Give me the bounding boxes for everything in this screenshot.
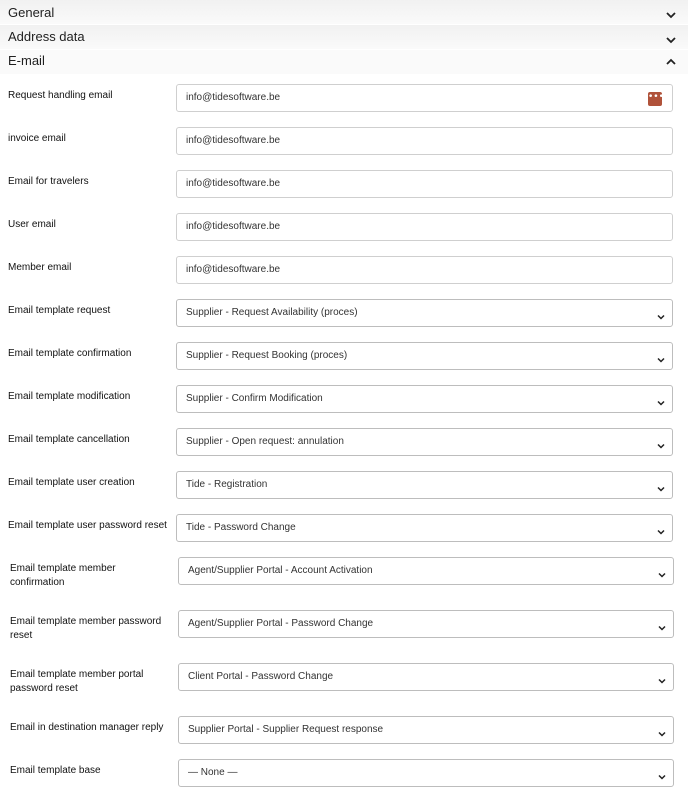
email-template-cancellation-value: Supplier - Open request: annulation — [186, 436, 344, 447]
email-template-user-password-reset-value: Tide - Password Change — [186, 522, 296, 533]
email-template-user-creation-value: Tide - Registration — [186, 479, 268, 490]
member-email-input[interactable] — [176, 256, 673, 284]
user-email-input[interactable] — [176, 213, 673, 241]
chevron-down-icon — [657, 726, 667, 736]
invoice-email-value: info@tidesoftware.be — [186, 135, 281, 146]
email-template-member-confirmation-label: Email template member confirmation — [10, 563, 116, 588]
chevron-down-icon — [656, 481, 666, 491]
email-template-modification-label: Email template modification — [8, 391, 131, 402]
email-for-travelers-input[interactable] — [176, 170, 673, 198]
chevron-down-icon[interactable] — [664, 8, 678, 22]
chevron-up-icon[interactable] — [664, 55, 678, 69]
email-template-modification-select[interactable] — [176, 385, 673, 413]
email-template-user-creation-label: Email template user creation — [8, 477, 135, 488]
email-for-travelers-label: Email for travelers — [8, 176, 89, 187]
email-template-modification-value: Supplier - Confirm Modification — [186, 393, 323, 404]
email-template-confirmation-label: Email template confirmation — [8, 348, 132, 359]
email-destination-manager-reply-label: Email in destination manager reply — [10, 722, 164, 733]
member-email-value: info@tidesoftware.be — [186, 264, 281, 275]
email-template-cancellation-label: Email template cancellation — [8, 434, 130, 445]
section-email-title: E-mail — [8, 53, 45, 68]
email-template-cancellation-select[interactable] — [176, 428, 673, 456]
user-email-value: info@tidesoftware.be — [186, 221, 281, 232]
section-address-title: Address data — [8, 29, 85, 44]
email-template-request-select[interactable] — [176, 299, 673, 327]
request-handling-email-label: Request handling email — [8, 90, 113, 101]
member-email-label: Member email — [8, 262, 72, 273]
chevron-down-icon — [656, 309, 666, 319]
chevron-down-icon — [657, 620, 667, 630]
password-manager-icon[interactable]: ••• — [648, 92, 662, 106]
invoice-email-input[interactable] — [176, 127, 673, 155]
email-destination-manager-reply-select[interactable] — [178, 716, 674, 744]
email-template-member-confirmation-select[interactable] — [178, 557, 674, 585]
email-template-member-portal-password-reset-label: Email template member portal password reset — [10, 669, 144, 694]
email-template-member-portal-password-reset-select[interactable] — [178, 663, 674, 691]
invoice-email-label: invoice email — [8, 133, 66, 144]
email-template-base-label: Email template base — [10, 765, 101, 776]
user-email-label: User email — [8, 219, 56, 230]
email-template-request-label: Email template request — [8, 305, 111, 316]
request-handling-email-input[interactable] — [176, 84, 673, 112]
chevron-down-icon[interactable] — [664, 33, 678, 47]
chevron-down-icon — [657, 567, 667, 577]
request-handling-email-value: info@tidesoftware.be — [186, 92, 281, 103]
section-email-header[interactable] — [0, 50, 688, 74]
email-template-member-password-reset-label: Email template member password reset — [10, 616, 162, 641]
email-template-member-password-reset-value: Agent/Supplier Portal - Password Change — [188, 618, 374, 629]
email-template-base-value: — None — — [188, 767, 238, 778]
section-general-title: General — [8, 5, 55, 20]
section-general-header[interactable] — [0, 0, 688, 24]
chevron-down-icon — [656, 438, 666, 448]
chevron-down-icon — [657, 673, 667, 683]
email-template-member-password-reset-select[interactable] — [178, 610, 674, 638]
chevron-down-icon — [657, 769, 667, 779]
email-template-base-select[interactable] — [178, 759, 674, 787]
email-template-user-creation-select[interactable] — [176, 471, 673, 499]
email-template-confirmation-value: Supplier - Request Booking (proces) — [186, 350, 348, 361]
email-for-travelers-value: info@tidesoftware.be — [186, 178, 281, 189]
chevron-down-icon — [656, 524, 666, 534]
email-template-request-value: Supplier - Request Availability (proces) — [186, 307, 358, 318]
email-template-user-password-reset-label: Email template user password reset — [8, 520, 167, 531]
chevron-down-icon — [656, 352, 666, 362]
chevron-down-icon — [656, 395, 666, 405]
email-template-member-confirmation-value: Agent/Supplier Portal - Account Activation — [188, 565, 373, 576]
section-address-header[interactable] — [0, 25, 688, 49]
email-template-confirmation-select[interactable] — [176, 342, 673, 370]
email-destination-manager-reply-value: Supplier Portal - Supplier Request response — [188, 724, 384, 735]
email-template-member-portal-password-reset-value: Client Portal - Password Change — [188, 671, 334, 682]
email-template-user-password-reset-select[interactable] — [176, 514, 673, 542]
